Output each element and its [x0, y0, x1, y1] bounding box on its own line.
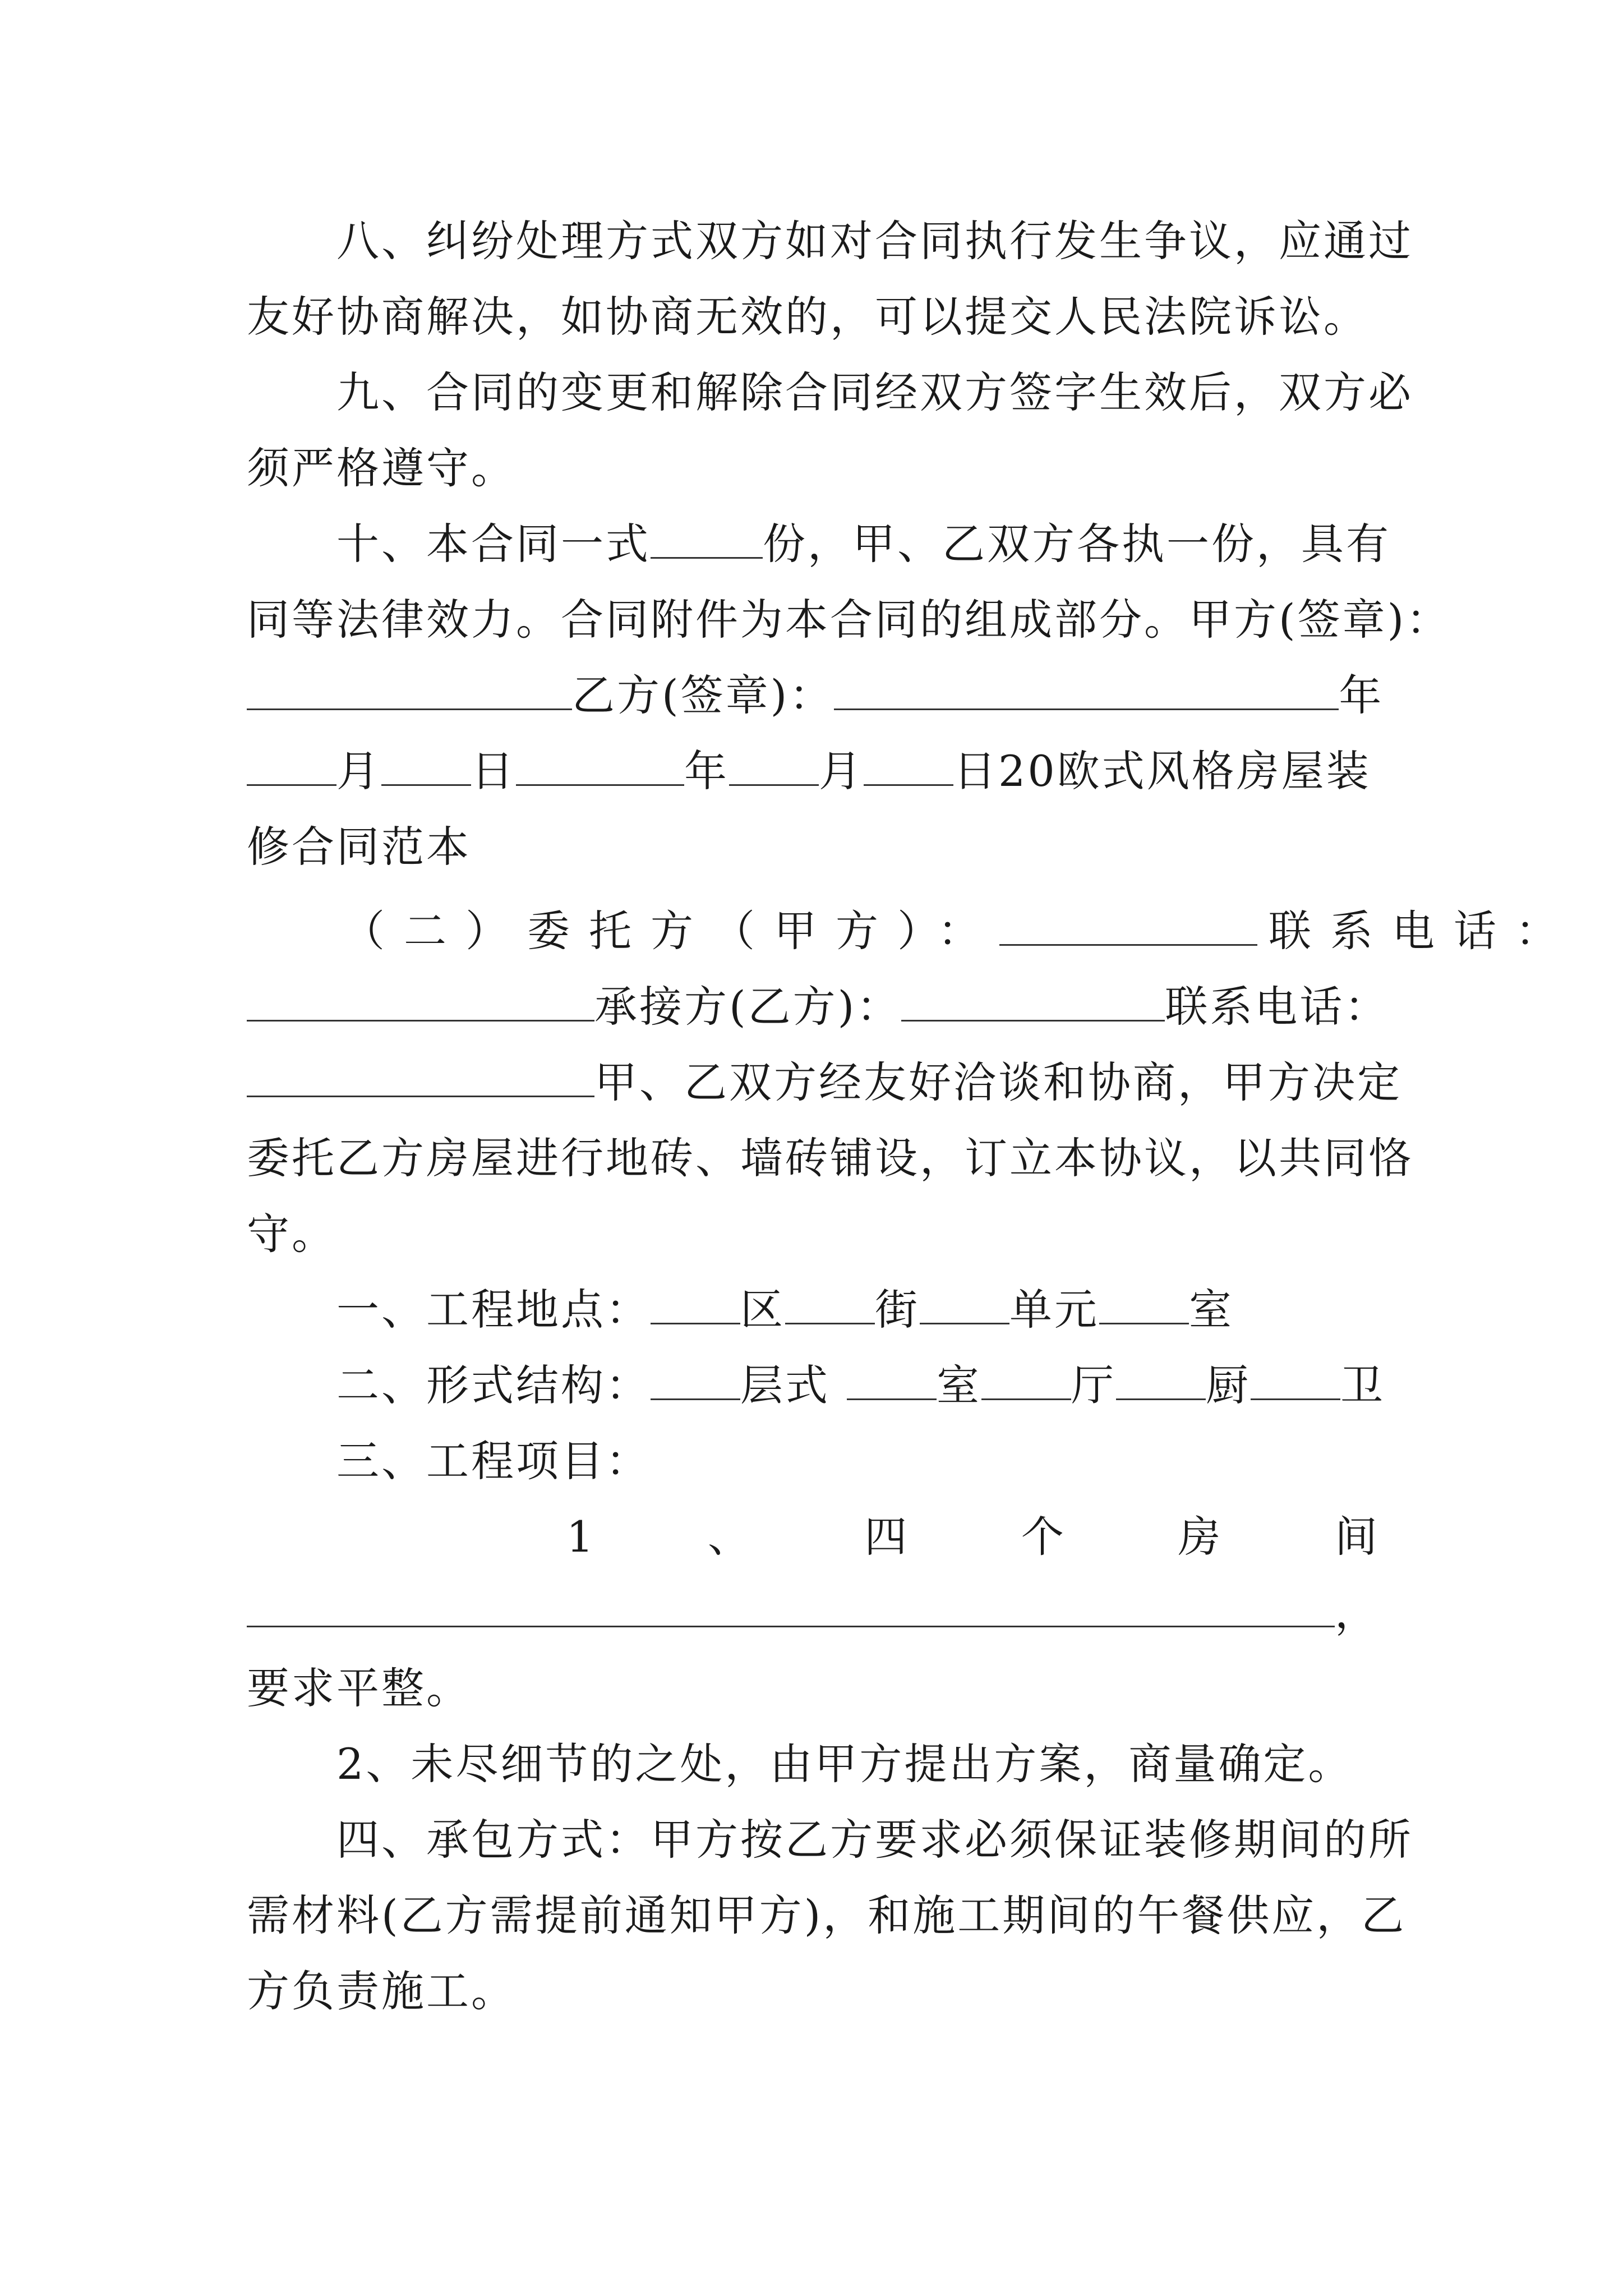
paragraph-9-line-1: 九、合同的变更和解除合同经双方签字生效后，双方必 — [336, 367, 1413, 417]
rooms-blank — [847, 1359, 937, 1400]
contract-2-line-3 — [247, 1055, 1402, 1111]
client-label: （二）委托方（甲方）： — [342, 906, 999, 956]
district-blank — [651, 1283, 740, 1324]
party-a-signature-blank — [247, 669, 572, 710]
item-3-1-comma: ， — [1335, 1588, 1380, 1637]
month-blank-2 — [729, 745, 819, 786]
unit-label: 单元 — [1009, 1285, 1099, 1335]
bath-label: 卫 — [1340, 1360, 1385, 1410]
floor-blank — [651, 1359, 740, 1400]
contractor-blank — [901, 981, 1165, 1022]
day-blank-2 — [864, 745, 953, 786]
client-phone-blank — [247, 981, 594, 1022]
item-3-1-line-2 — [247, 1585, 1380, 1641]
street-label: 街 — [875, 1285, 920, 1335]
paragraph-10-line-1 — [247, 516, 1391, 572]
room-label: 室 — [1189, 1285, 1234, 1335]
item-1-location — [247, 1282, 1380, 1338]
client-blank — [999, 905, 1257, 946]
paragraph-10-line-2: 同等法律效力。合同附件为本合同的组成部分。甲方(签章)： — [247, 595, 1451, 645]
paragraph-10-text-a: 十、本合同一式 — [336, 519, 651, 569]
item-3-1-separator: 、 — [707, 1512, 753, 1562]
contract-2-line-5: 守。 — [247, 1209, 336, 1259]
item-1-label: 一、工程地点： — [336, 1285, 651, 1335]
item-3-1-word-4: 间 — [1334, 1512, 1380, 1562]
kitchen-label: 厨 — [1206, 1360, 1251, 1410]
year-label-2: 年 — [684, 746, 729, 796]
item-3-1-line-3: 要求平整。 — [247, 1663, 471, 1713]
day-label-1: 日 — [471, 746, 516, 796]
contractor-phone-blank — [247, 1056, 594, 1097]
district-label: 区 — [740, 1285, 785, 1335]
year-blank-2 — [516, 745, 684, 786]
year-label-1: 年 — [1339, 670, 1384, 720]
client-phone-label: 联系电话： — [1269, 906, 1577, 956]
paragraph-9-line-2: 须严格遵守。 — [247, 443, 516, 493]
item-3-2: 2、未尽细节的之处，由甲方提出方案，商量确定。 — [336, 1739, 1353, 1789]
month-label-2: 月 — [819, 746, 864, 796]
contract-2-line-1 — [247, 903, 1577, 959]
contract-2-text-3: 甲、乙双方经友好洽谈和协商，甲方决定 — [594, 1057, 1402, 1107]
item-3-1-word-2: 个 — [1021, 1512, 1066, 1562]
paragraph-8-line-1: 八、纠纷处理方式双方如对合同执行发生争议，应通过 — [336, 216, 1413, 266]
paragraph-10-text-b: 份，甲、乙双方各执一份，具有 — [763, 519, 1391, 569]
item-2-structure — [247, 1358, 1385, 1414]
rooms-description-blank — [247, 1586, 1335, 1627]
unit-blank — [920, 1283, 1009, 1324]
item-3-1-number: 1 — [566, 1512, 596, 1562]
item-3-1-line-1 — [247, 1509, 1380, 1565]
paragraph-4-line-1: 四、承包方式：甲方按乙方要求必须保证装修期间的所 — [336, 1815, 1413, 1865]
paragraph-10-tail: 日20欧式风格房屋装 — [953, 746, 1371, 796]
street-blank — [785, 1283, 875, 1324]
paragraph-4-line-3: 方负责施工。 — [247, 1966, 516, 2016]
day-blank-1 — [381, 745, 471, 786]
bath-blank — [1251, 1359, 1340, 1400]
month-label-1: 月 — [336, 746, 381, 796]
room-blank — [1099, 1283, 1189, 1324]
floor-label: 层式 — [740, 1360, 830, 1410]
kitchen-blank — [1116, 1359, 1206, 1400]
contract-2-line-2 — [247, 979, 1390, 1035]
item-3-1-word-1: 四 — [864, 1512, 910, 1562]
hall-label: 厅 — [1071, 1360, 1116, 1410]
rooms-label: 室 — [937, 1360, 981, 1410]
paragraph-10-line-4 — [247, 743, 1380, 799]
paragraph-8-line-2: 友好协商解决，如协商无效的，可以提交人民法院诉讼。 — [247, 292, 1368, 342]
paragraph-4-line-2: 需材料(乙方需提前通知甲方)，和施工期间的午餐供应，乙 — [247, 1890, 1407, 1940]
item-3-label: 三、工程项目： — [336, 1436, 651, 1486]
copies-blank — [651, 518, 763, 559]
contract-2-line-4: 委托乙方房屋进行地砖、墙砖铺设，订立本协议，以共同恪 — [247, 1133, 1413, 1183]
paragraph-10-line-3 — [247, 668, 1384, 724]
party-b-signature-label: 乙方(签章)： — [572, 670, 834, 720]
party-b-signature-blank — [834, 669, 1339, 710]
item-3-1-word-3: 房 — [1178, 1512, 1223, 1562]
month-blank-1 — [247, 745, 336, 786]
paragraph-10-line-5: 修合同范本 — [247, 822, 471, 872]
contractor-phone-label: 联系电话： — [1165, 982, 1390, 1032]
hall-blank — [981, 1359, 1071, 1400]
item-2-label: 二、形式结构： — [336, 1360, 651, 1410]
contractor-label: 承接方(乙方)： — [594, 982, 902, 1032]
